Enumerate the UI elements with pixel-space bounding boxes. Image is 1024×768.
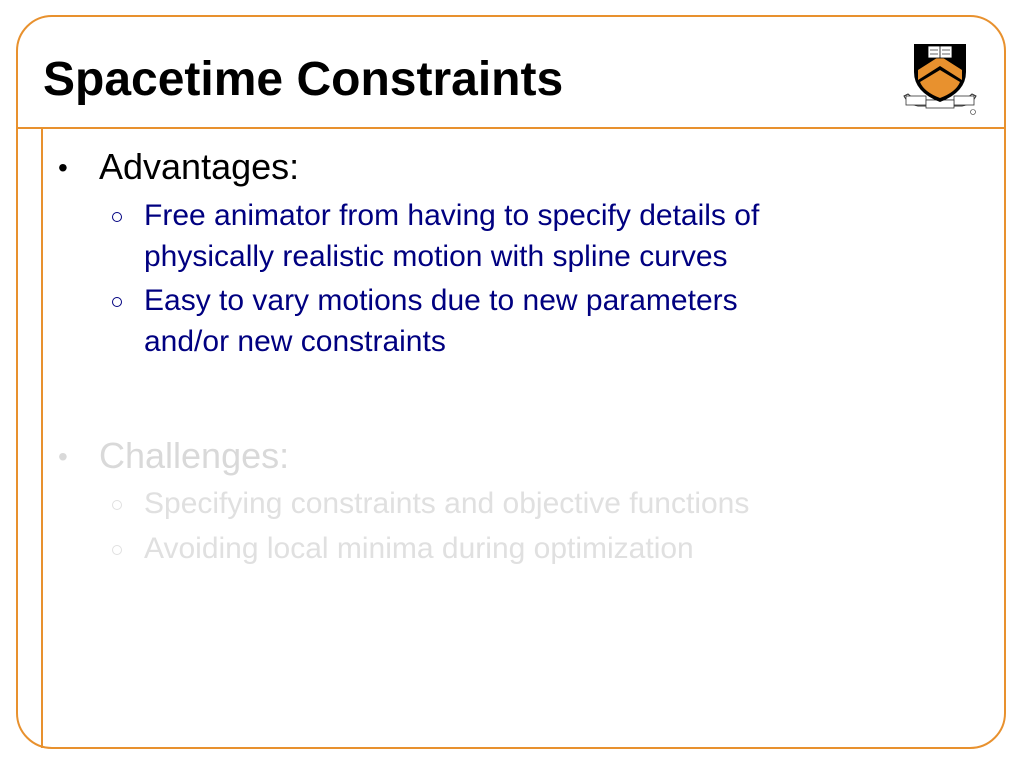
left-margin-rule	[41, 128, 43, 748]
challenge-item-1: Specifying constraints and objective functions	[144, 487, 750, 520]
challenge-item-2: Avoiding local minima during optimization	[144, 532, 694, 565]
sub-bullet-ring	[112, 212, 122, 222]
bullet-dot: •	[58, 441, 68, 472]
sub-bullet-ring	[112, 545, 122, 555]
title-divider	[16, 127, 1006, 129]
sub-bullet-ring	[112, 500, 122, 510]
advantage-item-line-3: Easy to vary motions due to new parameters	[144, 284, 738, 317]
sub-bullet-ring	[112, 297, 122, 307]
slide-title: Spacetime Constraints	[43, 53, 564, 106]
advantage-item-line-1: Free animator from having to specify details of	[144, 199, 760, 232]
bullet-dot: •	[58, 152, 68, 183]
section-heading-advantages: Advantages:	[99, 146, 300, 187]
princeton-shield-icon	[900, 34, 980, 118]
section-heading-challenges: Challenges:	[99, 435, 290, 476]
slide-frame	[16, 15, 1006, 749]
advantage-item-line-2: physically realistic motion with spline curves	[144, 240, 728, 273]
advantage-item-line-4: and/or new constraints	[144, 325, 446, 358]
